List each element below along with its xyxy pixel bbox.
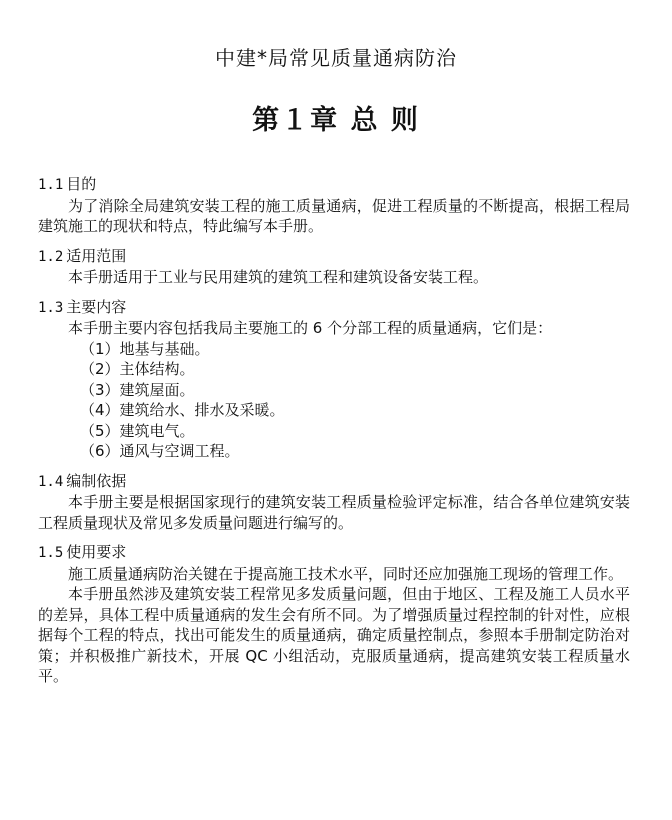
section-heading [38, 542, 630, 564]
section-usage [38, 542, 630, 687]
list-item: （5）建筑电气。 [80, 421, 195, 440]
section-title: 使用要求 [66, 543, 127, 561]
section-number: 1.2 [38, 248, 64, 265]
section-heading [38, 174, 630, 196]
paragraph: 本手册主要内容包括我局主要施工的 6 个分部工程的质量通病，它们是： [68, 319, 553, 337]
paragraph: 施工质量通病防治关键在于提高施工技术水平，同时还应加强施工现场的管理工作。 [68, 564, 624, 583]
list-item: （6）通风与空调工程。 [80, 442, 240, 460]
section-number: 1.4 [38, 473, 64, 490]
list-item: （1）地基与基础。 [80, 339, 210, 358]
section-title: 编制依据 [66, 471, 127, 490]
list-item: （3）建筑屋面。 [80, 380, 195, 399]
list-item: （2）主体结构。 [80, 360, 195, 378]
content-list [38, 339, 630, 462]
section-title: 主要内容 [66, 297, 127, 316]
section-number: 1.1 [38, 177, 64, 193]
paragraph: 本手册适用于工业与民用建筑的建筑工程和建筑设备安装工程。 [68, 268, 489, 286]
document-body [38, 174, 630, 687]
list-item: （4）建筑给水、排水及采暖。 [80, 401, 285, 419]
document-title: 中建*局常见质量通病防治 [215, 46, 457, 70]
section-title: 适用范围 [66, 246, 127, 265]
chapter-title: 第１章 总 则 [252, 105, 420, 136]
paragraph: 为了消除全局建筑安装工程的施工质量通病，促进工程质量的不断提高，根据工程局建筑施工的现状和特点，特此编写本手册。 [38, 196, 630, 235]
section-number: 1.5 [38, 545, 64, 561]
paragraph: 本手册虽然涉及建筑安装工程常见多发质量问题，但由于地区、工程及施工人员水平的差异，具体工程中质量通病的发生会有所不同。为了增强质量过程控制的针对性，应根据每个工程的特点，找出可能发生的质量通病，确定质量控制点，参照本手册制定防治对策；并积极推广新技术，开展 QC 小组活动，克服质量通病，提高建筑安装工程质量水平。 [38, 585, 630, 685]
section-basis [38, 471, 630, 534]
section-heading [38, 246, 630, 268]
section-main-content [38, 297, 630, 462]
section-purpose [38, 174, 630, 237]
section-number: 1.3 [38, 299, 64, 316]
section-heading [38, 471, 630, 493]
section-heading [38, 297, 630, 319]
section-title: 目的 [66, 175, 97, 193]
paragraph: 本手册主要是根据国家现行的建筑安装工程质量检验评定标准，结合各单位建筑安装工程质量现状及常见多发质量问题进行编写的。 [38, 493, 630, 532]
section-scope [38, 246, 630, 288]
